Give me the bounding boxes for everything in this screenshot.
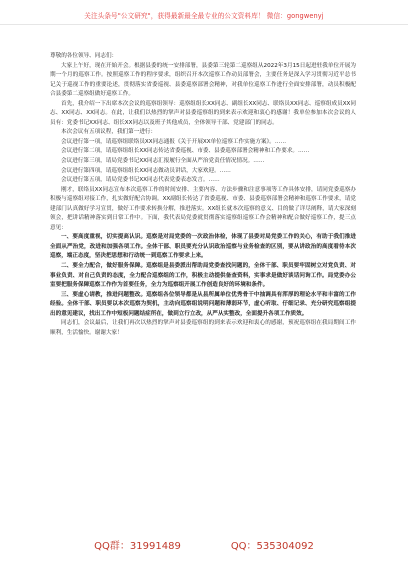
paragraph: 大家上午好，现在开始开会。根据县委的统一安排部署，县委第三轮第二巡察组从2022年3月15日起进驻我单位开展为期一个月的巡察工作。按照巡察工作的程序要求，组织召开本次巡察工作动员部署会，主要任务是深入学习贯彻习近平总书记关于巡视工作的重要论述，贯彻落实省委巡视、县委巡察部署会精神，对我单位巡察工作进行全面安排部署，动员积极配合县委第二巡察组做好巡察工作。	[50, 62, 356, 98]
paragraph: 会议进行第四项，请巡察组组长XX同志做动员讲话，大家欢迎。……	[61, 167, 231, 174]
paragraph: 二、要全力配合，做好服务保障。巡察组是县委派出帮助局党委查找问题的，全体干部、职员要牢固树立对党负责、对事业负责、对自己负责的态度，全力配合巡察组的工作，积极主动提供备查资料，实事求是做好谈话问询工作。局党委办公室要把服务保障巡察工作作为首要任务，全力为巡察组开展工作创造良好的环境和条件。	[50, 263, 356, 289]
paragraph: 刚才，联络员XX同志宣布本次巡察工作的时间安排、主要内容、方法步骤和注意事项等工作具体安排，请同党委巡察办积极与巡察组对接工作，扎实做好配合协调。XX副组长传达了省委巡视、市委、县委巡察部署会精神和巡察工作要求，请党建部门认真做好学习宣贯，做好工作要求转换分解，推进落实。XX组长就本次巡察的意义、目的做了详尽阐释，请大家深刻领会，把讲话精神落实到日常工作中。下面，我代表局党委就贯彻落实巡察组巡察工作会精神和配合做好巡察工作，提三点意见：	[50, 186, 356, 231]
qq-contact-label: QQ：535304092	[230, 541, 314, 552]
qq-group-label: QQ群：31991489	[94, 541, 181, 552]
paragraph: 尊敬的各位领导、同志们：	[50, 53, 118, 59]
paragraph: 本次会议有五项议程，我们第一进行：	[61, 129, 157, 136]
paragraph: 会议进行第一项，请巡察组联络员XX同志通报《关于开展XX单位巡察工作实施方案》。……	[61, 138, 287, 145]
promo-banner: 关注头条号"公文研究"，获得最新最全最专业的公文资料库！ 微信：gongwenyj	[84, 12, 324, 20]
contact-footer	[0, 537, 408, 552]
paragraph: 会议进行第三项，请局党委书记XX同志汇报履行全面从严治党责任情况情况。……	[61, 158, 265, 165]
paragraph: 会议进行第五项，请局党委书记XX同志代表党委表态发言。……	[61, 177, 220, 184]
paragraph: 一、要高度重视，切实提高认识。巡察是对局党委的一次政治体检，体现了县委对局党委工作的关心，有助于我们推进全面从严治党，改进和加强各项工作。全体干部、职员要充分认识政治巡察与业务检查的区别，要从讲政治的高度看待本次巡察，端正态度，坚决把思想和行动统一到巡察工作要求上来。	[50, 234, 356, 260]
paragraph: 三、要虚心请教，推进问题整改。巡察组各位领导都是从县所属单位优秀骨干中抽调具有浑厚的理论水平和丰富的工作经验。全体干部、职员要以本次巡察为契机，主动向巡察组说明问题和薄弱环节，虚心听取、仔细记录、充分研究巡察组提出的意见建议，找出工作中短板问题结症所在，做到立行立改，从严从实整改，全面提升各项工作质效。	[50, 291, 356, 317]
header-divider	[0, 24, 408, 25]
paragraph: 同志们，会议最后，让我们再次以热烈的掌声对县委巡察组的到来表示欢迎和衷心的感谢，预祝巡察组在我局期间工作顺利，生活愉快。谢谢大家！	[50, 320, 356, 336]
speech-body	[50, 52, 356, 338]
paragraph: 首先，我介绍一下出席本次会议的巡察组领导：巡察组组长XX同志、副组长XX同志、联络员XX同志、巡察组成员XX同志、XX同志、XX同志。在此，让我们以热烈的掌声对县委巡察组的到来表示欢迎和衷心的感谢！我单位参加本次会议的人员有：党委书记XX同志、组长XX同志以及班子其他成员，全体领导干部、党建部门的同志。	[50, 100, 356, 126]
paragraph: 会议进行第二项，请巡察组组长XX同志传达省委巡视、市委、县委巡察部署会精神和工作要求。……	[61, 148, 310, 155]
